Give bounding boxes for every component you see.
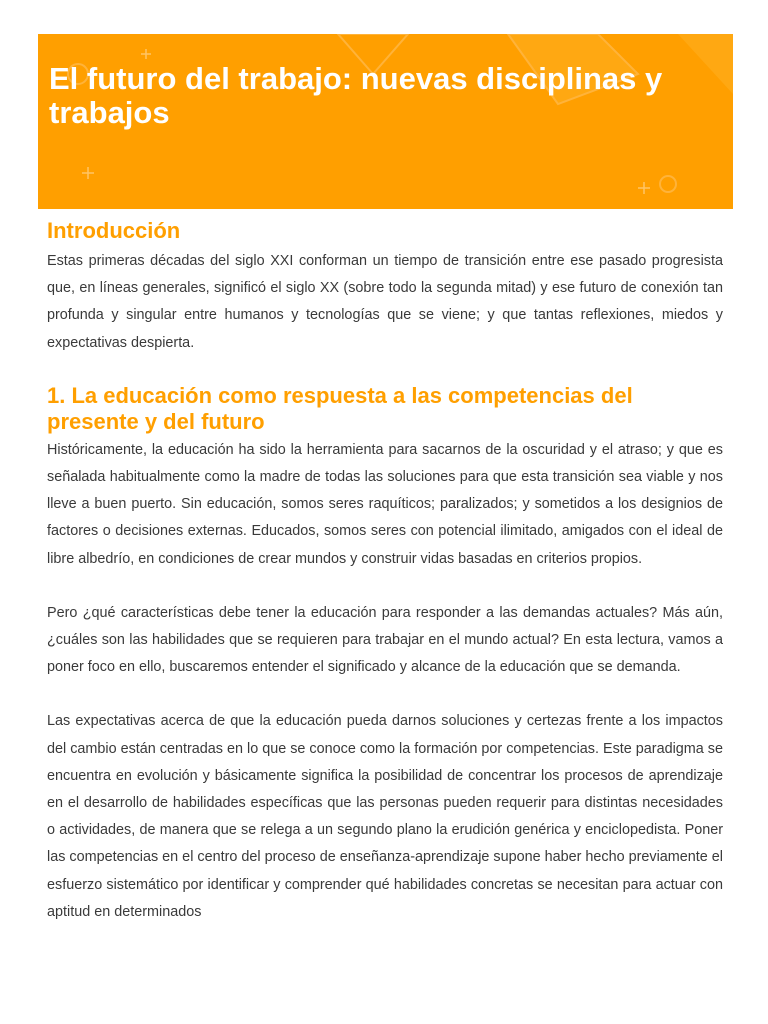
intro-heading: Introducción [47, 218, 181, 243]
plus-icon [638, 182, 650, 194]
page-title: El futuro del trabajo: nuevas disciplinas y trabajos [49, 61, 663, 130]
section-1-paragraph: Pero ¿qué características debe tener la educación para responder a las demandas actuales? Más aún, ¿cuáles son las habilidades que se requieren para trabajar en el mundo actual? En esta lectura, vamos a poner foco en ello, buscaremos entender el significado y alcance de la educación que se demanda. [47, 604, 723, 676]
section-1-paragraph: Históricamente, la educación ha sido la herramienta para sacarnos de la oscuridad y el atraso; y que es señalada habitualmente como la madre de todas las soluciones para que esta transición sea viable y nos lleve a buen puerto. Sin educación, somos seres raquíticos; paralizados; y sometidos a los designios de factores o decisiones externas. Educados, somos seres con potencial ilimitado, amigados con el ideal de libre albedrío, en condiciones de crear mundos y construir vidas basadas en criterios propios. [47, 441, 723, 567]
decorative-circle [660, 176, 676, 192]
section-1-heading: 1. La educación como respuesta a las competencias del presente y del futuro [47, 382, 633, 434]
section-1-paragraph: Las expectativas acerca de que la educación pueda darnos soluciones y certezas frente a los impactos del cambio están centradas en lo que se conoce como la formación por competencias. Este paradigma se encuentra en evolución y básicamente significa la posibilidad de concentrar los procesos de aprendizaje en el desarrollo de habilidades específicas que las personas pueden requerir para distintas necesidades o actividades, de manera que se relega a un segundo plano la erudición genérica y enciclopedista. Poner las competencias en el centro del proceso de enseñanza-aprendizaje supone haber hecho previamente el esfuerzo sistemático por identificar y comprender qué habilidades concretas se necesitan para actuar con aptitud en determinados [47, 713, 724, 920]
intro-paragraph: Estas primeras décadas del siglo XXI conforman un tiempo de transición entre ese pasado progresista que, en líneas generales, significó el siglo XX (sobre todo la segunda mitad) y ese futuro de conexión tan profunda y singular entre humanos y tecnologías que se viene; y que tantas reflexiones, miedos y expectativas despierta. [47, 253, 723, 351]
document-body [47, 216, 723, 926]
plus-icon [141, 49, 151, 59]
header-banner [38, 34, 733, 209]
plus-icon [82, 167, 94, 179]
